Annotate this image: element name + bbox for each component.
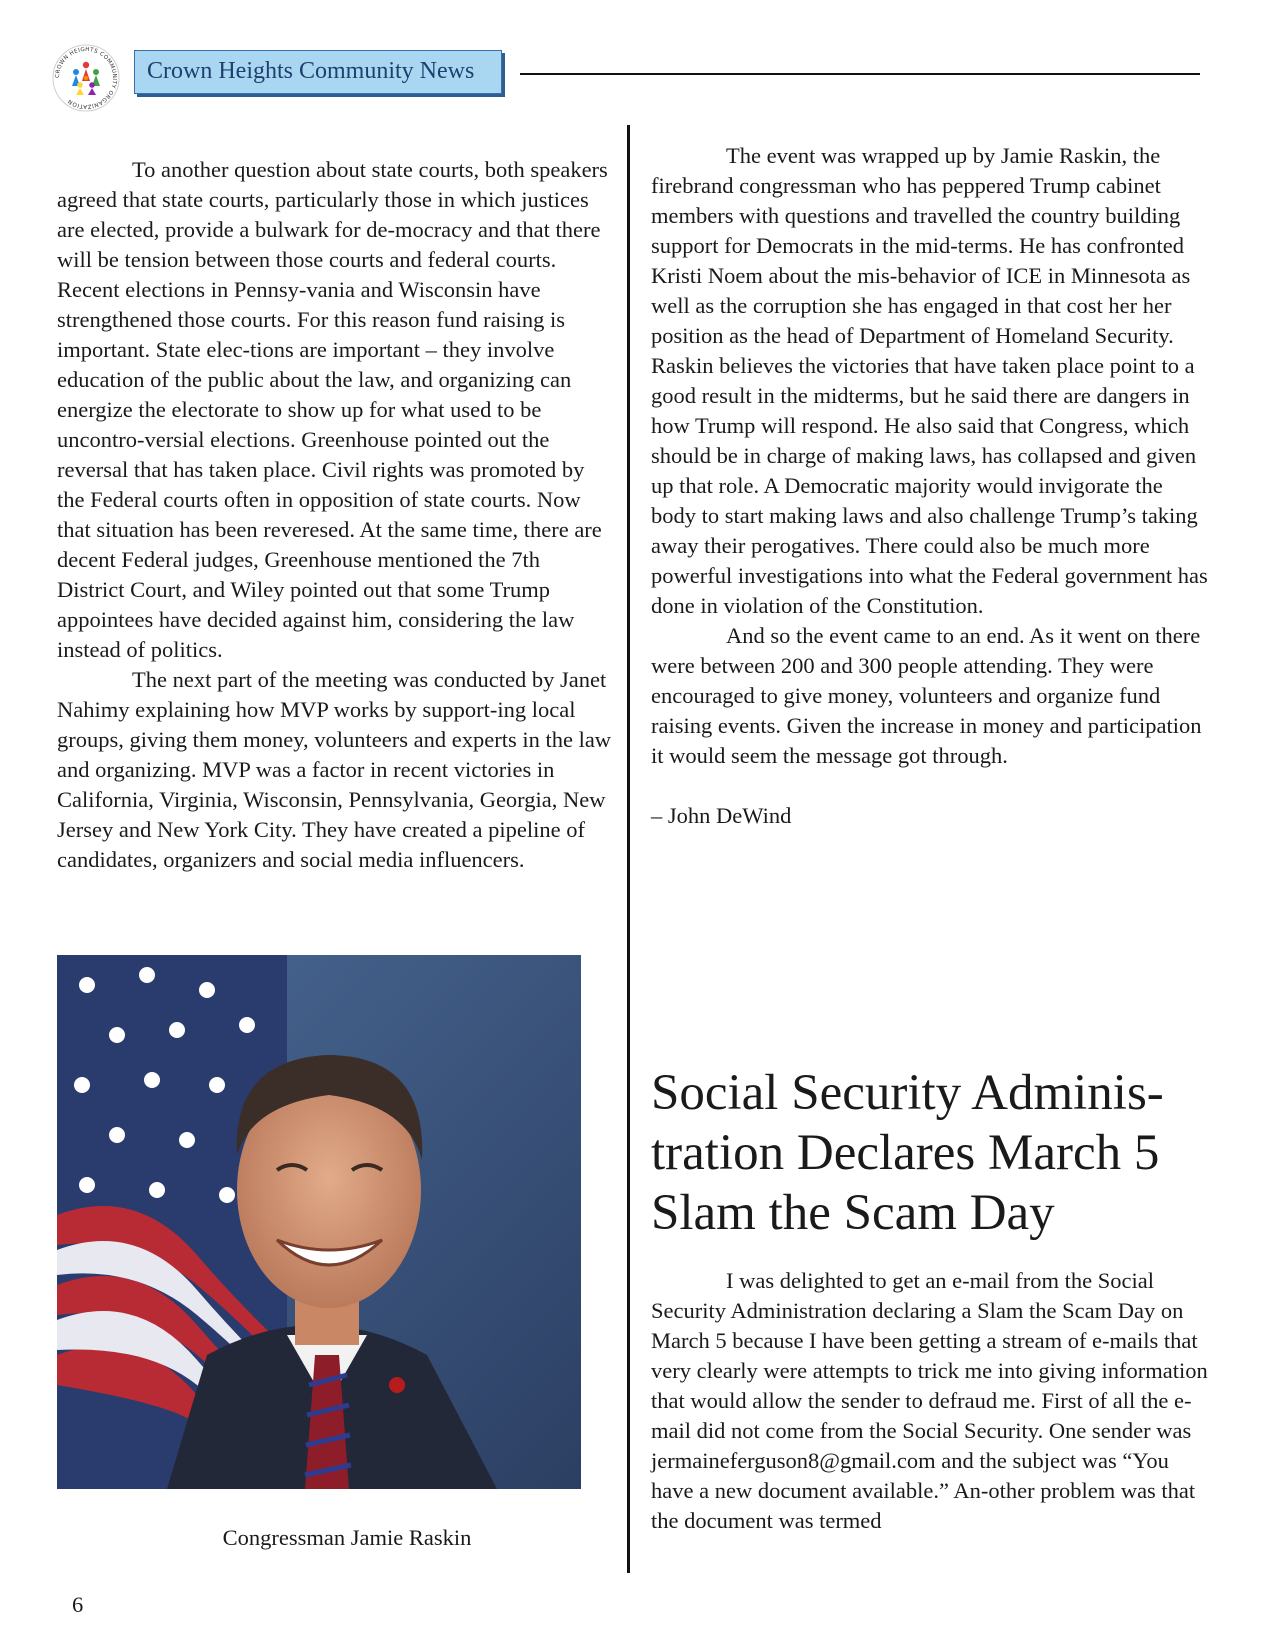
photo-caption: Congressman Jamie Raskin [222, 1525, 472, 1550]
header-rule [520, 73, 1200, 75]
left-column [57, 155, 612, 875]
publication-title: Crown Heights Community News [134, 50, 502, 94]
author-signature: – John DeWind [651, 803, 792, 828]
logo-ring-text: CROWN HEIGHTS COMMUNITY ORGANIZATION [54, 46, 118, 110]
left-paragraph-1: To another question about state courts, both speakers agreed that state courts, particularly those in which justices are elected, provide a bulwark for de-mocracy and that there will be tension between those courts and federal courts. Recent elections in Pennsy-vania and Wisconsin have strengthened those courts. For this reason fund raising is important. State elec-tions are important – they involve education of the public about the law, and organizing can energize the electorate to show up for what used to be uncontro-versial elections. Greenhouse pointed out the reversal that has taken place. Civil rights was promoted by the Federal courts often in opposition of state courts. Now that situation has been reveresed. At the same time, there are decent Federal judges, Greenhouse mentioned the 7th District Court, and Wiley pointed out that some Trump appointees have decided against him, considering the law instead of politics. [57, 157, 608, 662]
raskin-portrait-photo [57, 955, 581, 1489]
column-divider [627, 125, 630, 1573]
organization-logo [52, 44, 120, 112]
right-paragraph-2: And so the event came to an end. As it went on there were between 200 and 300 people attending. They were encouraged to give money, volunteers and organize fund raising events. Given the increase in money and participation it would seem the message got through. [651, 623, 1202, 768]
left-paragraph-2: The next part of the meeting was conducted by Janet Nahimy explaining how MVP works by support-ing local groups, giving them money, volunteers and experts in the law and organizing. MVP was a factor in recent victories in California, Virginia, Wisconsin, Pennsylvania, Georgia, New Jersey and New York City. They have created a pipeline of candidates, organizers and social media influencers. [57, 667, 612, 872]
second-article-paragraph-1: I was delighted to get an e-mail from the Social Security Administration declaring a Slam the Scam Day on March 5 because I have been getting a stream of e-mails that very clearly were attempts to trick me into giving information that would allow the sender to defraud me. First of all the e-mail did not come from the Social Security. One sender was jermaineferguson8@gmail.com and the subject was “You have a new document available.” An-other problem was that the document was termed [651, 1268, 1208, 1533]
right-paragraph-1: The event was wrapped up by Jamie Raskin, the firebrand congressman who has peppered Trump cabinet members with questions and travelled the country building support for Democrats in the mid-terms. He has confronted Kristi Noem about the mis-behavior of ICE in Minnesota as well as the corruption she has engaged in that cost her her position as the head of Department of Homeland Security. Raskin believes the victories that have taken place point to a good result in the midterms, but he said there are dangers in how Trump will respond. He also said that Congress, which should be in charge of making laws, has collapsed and given up that role. A Democratic majority would invigorate the body to start making laws and also challenge Trump’s taking away their perogatives. There could also be much more powerful investigations into what the Federal government has done in violation of the Constitution. [651, 143, 1208, 618]
page-number: 6 [72, 1592, 84, 1617]
right-column [651, 141, 1211, 831]
second-article-body [651, 1266, 1211, 1536]
article-headline: Social Security Adminis-tration Declares March 5 Slam the Scam Day [651, 1065, 1164, 1241]
